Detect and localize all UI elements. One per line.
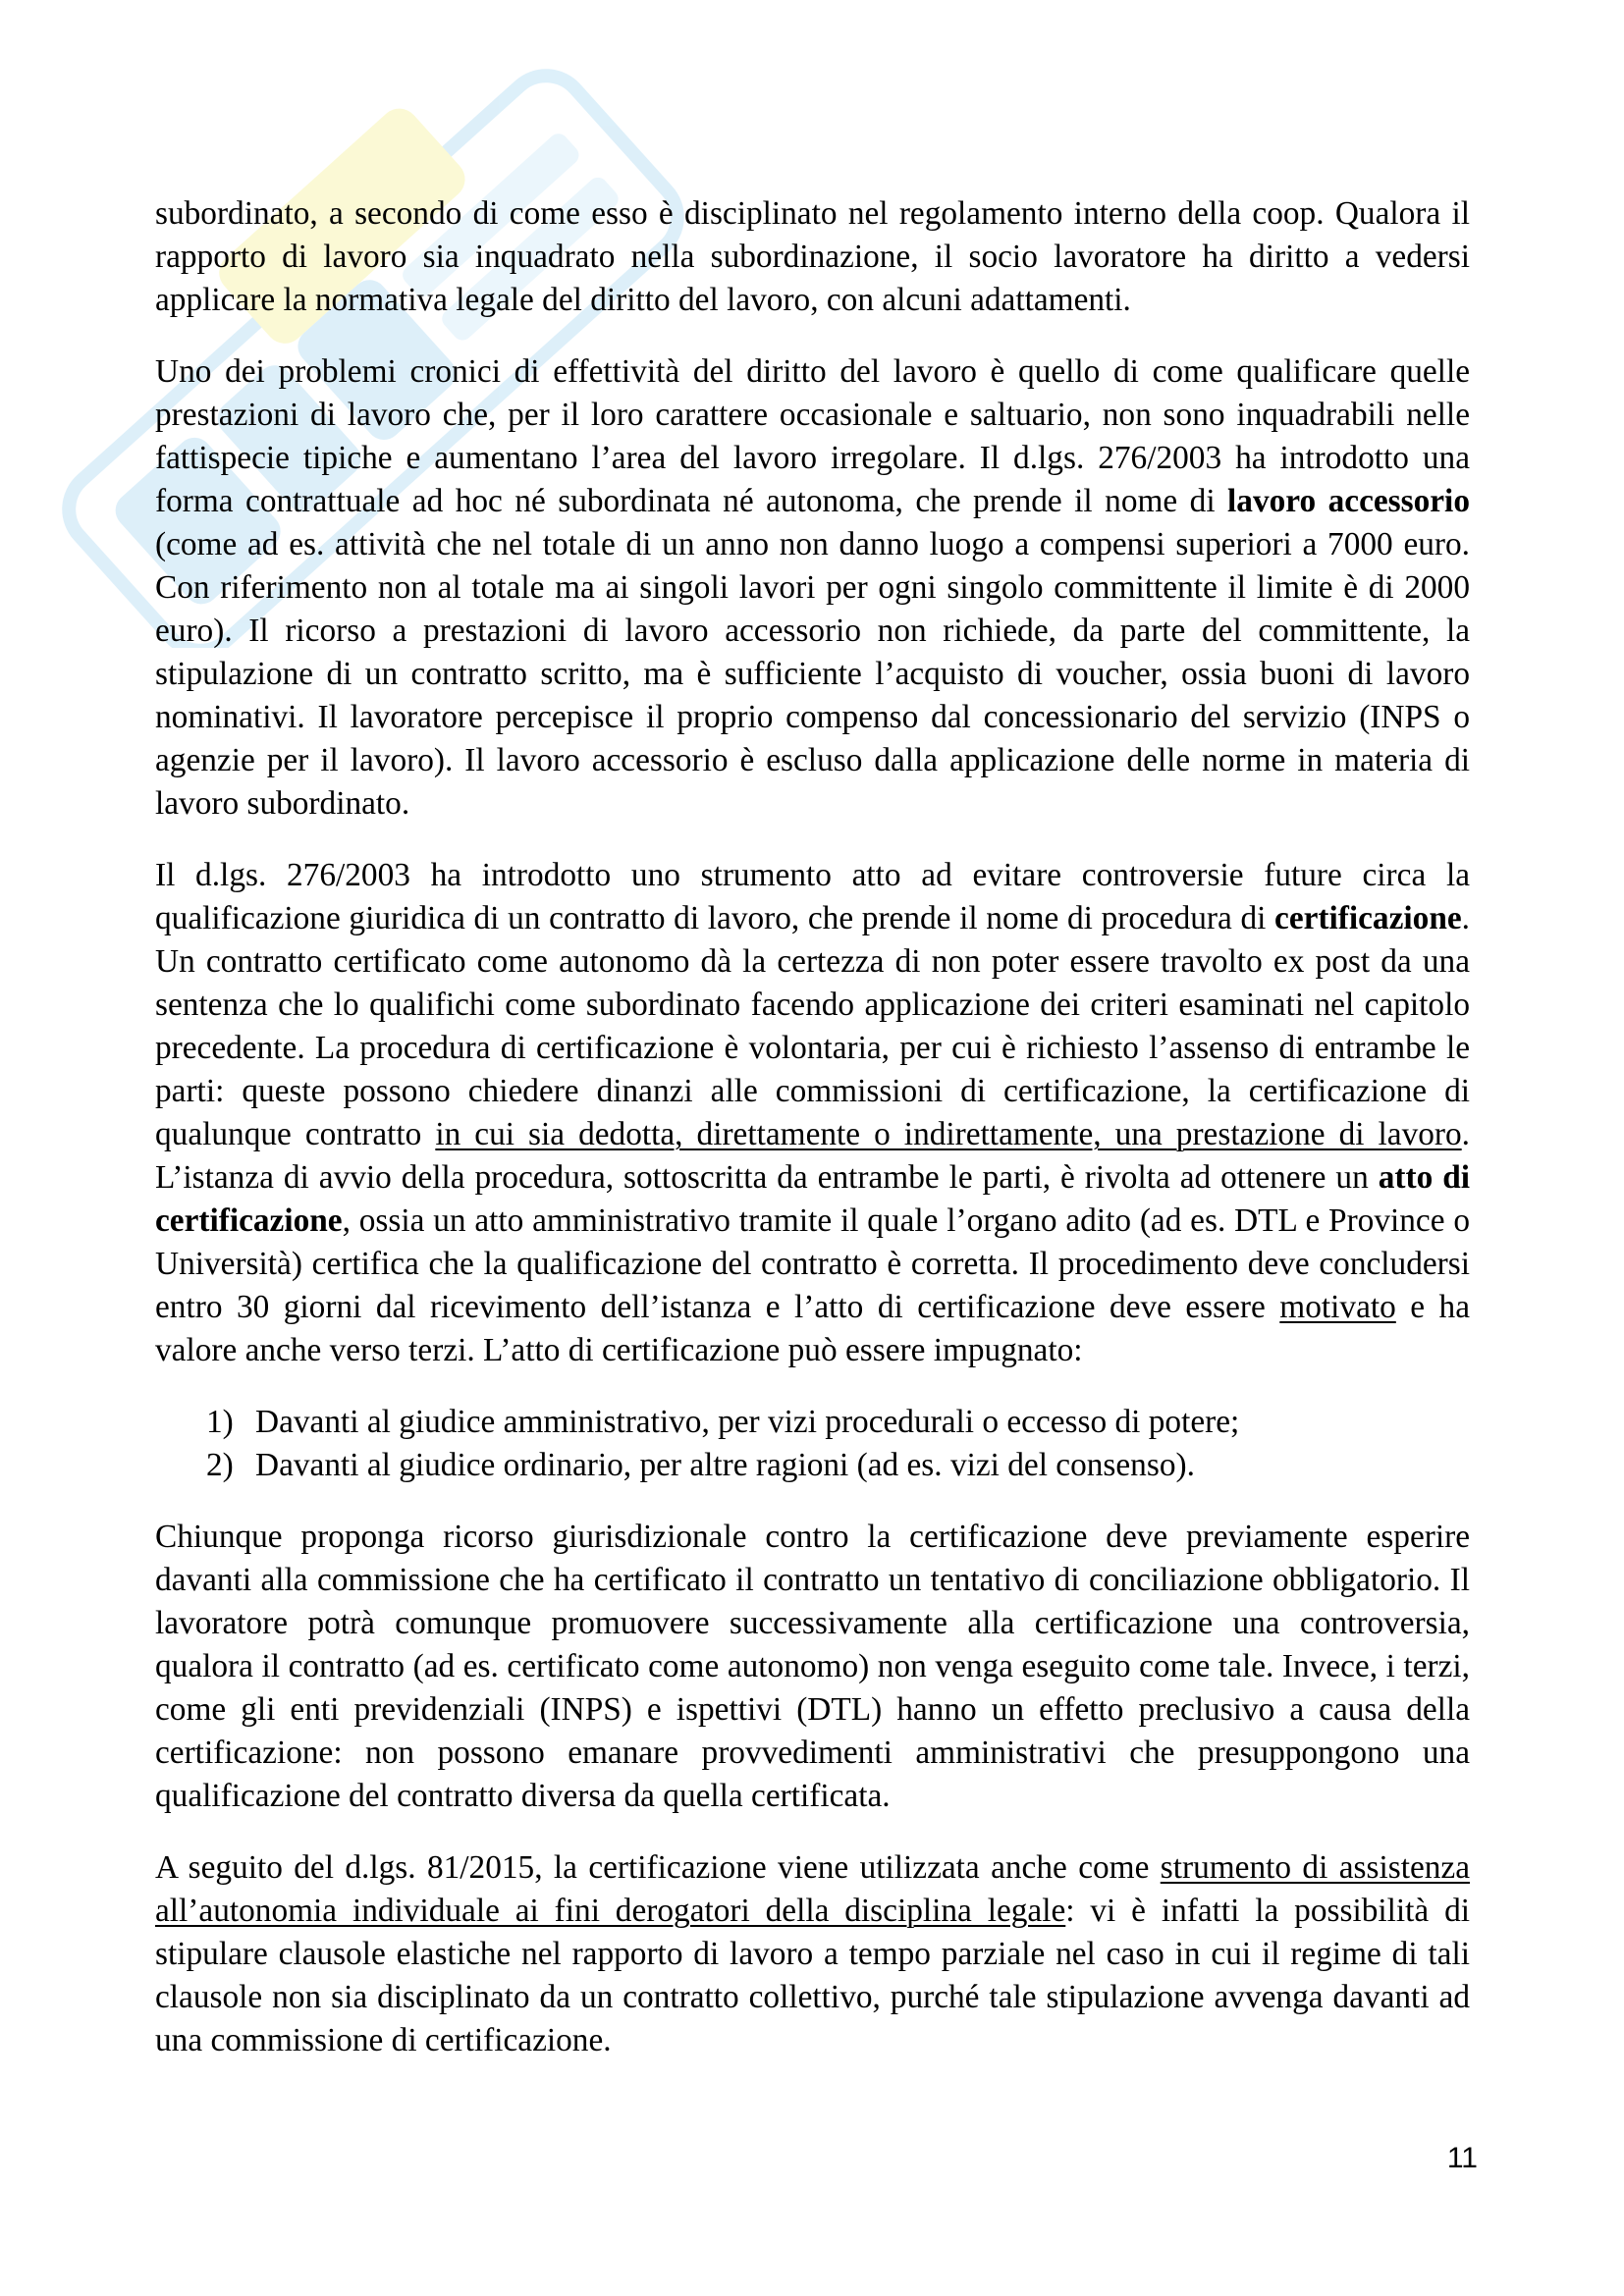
numbered-list xyxy=(155,1401,1470,1487)
paragraph-text: . L’istanza di avvio della procedura, sottoscritta da entrambe le parti, è rivolta ad ottenere un xyxy=(155,1116,1471,1196)
underlined-phrase: strumento di assistenza all’autonomia individuale ai fini derogatori della disciplina legale xyxy=(155,1849,1470,1929)
paragraph-text: Il d.lgs. 276/2003 ha introdotto uno strumento atto ad evitare controversie future circa la qualificazione giuridica di un contratto di lavoro, che prende il nome di procedura di xyxy=(155,857,1470,936)
list-item-number: 1) xyxy=(206,1404,234,1440)
paragraph-5 xyxy=(155,1846,1470,2062)
bold-term-certificazione: certificazione xyxy=(1274,900,1462,936)
bold-term-lavoro-accessorio: lavoro accessorio xyxy=(1227,483,1470,519)
paragraph-3 xyxy=(155,854,1470,1372)
paragraph-2 xyxy=(155,350,1470,826)
paragraph-1 xyxy=(155,192,1470,322)
paragraph-text: subordinato, a secondo di come esso è disciplinato nel regolamento interno della coop. Qualora il rapporto di lavoro sia inquadrato nella subordinazione, il socio lavoratore ha diritto a vedersi applicare la normativa legale del diritto del lavoro, con alcuni adattamenti. xyxy=(155,195,1470,318)
list-item xyxy=(155,1401,1470,1444)
paragraph-text: A seguito del d.lgs. 81/2015, la certificazione viene utilizzata anche come xyxy=(155,1849,1161,1886)
list-item-text: Davanti al giudice ordinario, per altre ragioni (ad es. vizi del consenso). xyxy=(255,1447,1195,1483)
paragraph-text: e ha valore anche verso terzi. L’atto di certificazione può essere impugnato: xyxy=(155,1289,1470,1368)
document-body xyxy=(155,192,1470,2091)
list-item xyxy=(155,1444,1470,1487)
page-number: 11 xyxy=(1446,2142,1478,2174)
paragraph-4 xyxy=(155,1516,1470,1818)
paragraph-text: Chiunque proponga ricorso giurisdizionale contro la certificazione deve previamente esperire davanti alla commissione che ha certificato il contratto un tentativo di conciliazione obbligatorio. Il lavoratore potrà comunque promuovere successivamente alla certificazione una controversia, qualora il contratto (ad es. certificato come autonomo) non venga eseguito come tale. Invece, i terzi, come gli enti previdenziali (INPS) e ispettivi (DTL) hanno un effetto preclusivo a causa della certificazione: non possono emanare provvedimenti amministrativi che presuppongono una qualificazione del contratto diversa da quella certificata. xyxy=(155,1519,1470,1814)
list-item-number: 2) xyxy=(206,1447,234,1483)
underlined-phrase: in cui sia dedotta, direttamente o indirettamente, una prestazione di lavoro xyxy=(435,1116,1462,1152)
underlined-word-motivato: motivato xyxy=(1279,1289,1396,1325)
paragraph-text: : vi è infatti la possibilità di stipulare clausole elastiche nel rapporto di lavoro a tempo parziale nel caso in cui il regime di tali clausole non sia disciplinato da un contratto collettivo, purché tale stipulazione avvenga davanti ad una commissione di certificazione. xyxy=(155,1893,1470,2058)
bold-term-atto-di-certificazione: atto di certificazione xyxy=(155,1159,1471,1239)
paragraph-text: , ossia un atto amministrativo tramite il quale l’organo adito (ad es. DTL e Province o Università) certifica che la qualificazione del contratto è corretta. Il procedimento deve concludersi entro 30 giorni dal ricevimento dell’istanza e l’atto di certificazione deve essere xyxy=(155,1202,1470,1325)
paragraph-text: Uno dei problemi cronici di effettività del diritto del lavoro è quello di come qualificare quelle prestazioni di lavoro che, per il loro carattere occasionale e saltuario, non sono inquadrabili nelle fattispecie tipiche e aumentano l’area del lavoro irregolare. Il d.lgs. 276/2003 ha introdotto una forma contrattuale ad hoc né subordinata né autonoma, che prende il nome di xyxy=(155,353,1470,519)
paragraph-text: (come ad es. attività che nel totale di un anno non danno luogo a compensi superiori a 7000 euro. Con riferimento non al totale ma ai singoli lavori per ogni singolo committente il limite è di 2000 euro). Il ricorso a prestazioni di lavoro accessorio non richiede, da parte del committente, la stipulazione di un contratto scritto, ma è sufficiente l’acquisto di voucher, ossia buoni di lavoro nominativi. Il lavoratore percepisce il proprio compenso dal concessionario del servizio (INPS o agenzie per il lavoro). Il lavoro accessorio è escluso dalla applicazione delle norme in materia di lavoro subordinato. xyxy=(155,526,1470,822)
paragraph-text: . Un contratto certificato come autonomo dà la certezza di non poter essere travolto ex post da una sentenza che lo qualifichi come subordinato facendo applicazione dei criteri esaminati nel capitolo precedente. La procedura di certificazione è volontaria, per cui è richiesto l’assenso di entrambe le parti: queste possono chiedere dinanzi alle commissioni di certificazione, la certificazione di qualunque contratto xyxy=(155,900,1470,1152)
list-item-text: Davanti al giudice amministrativo, per vizi procedurali o eccesso di potere; xyxy=(255,1404,1240,1440)
